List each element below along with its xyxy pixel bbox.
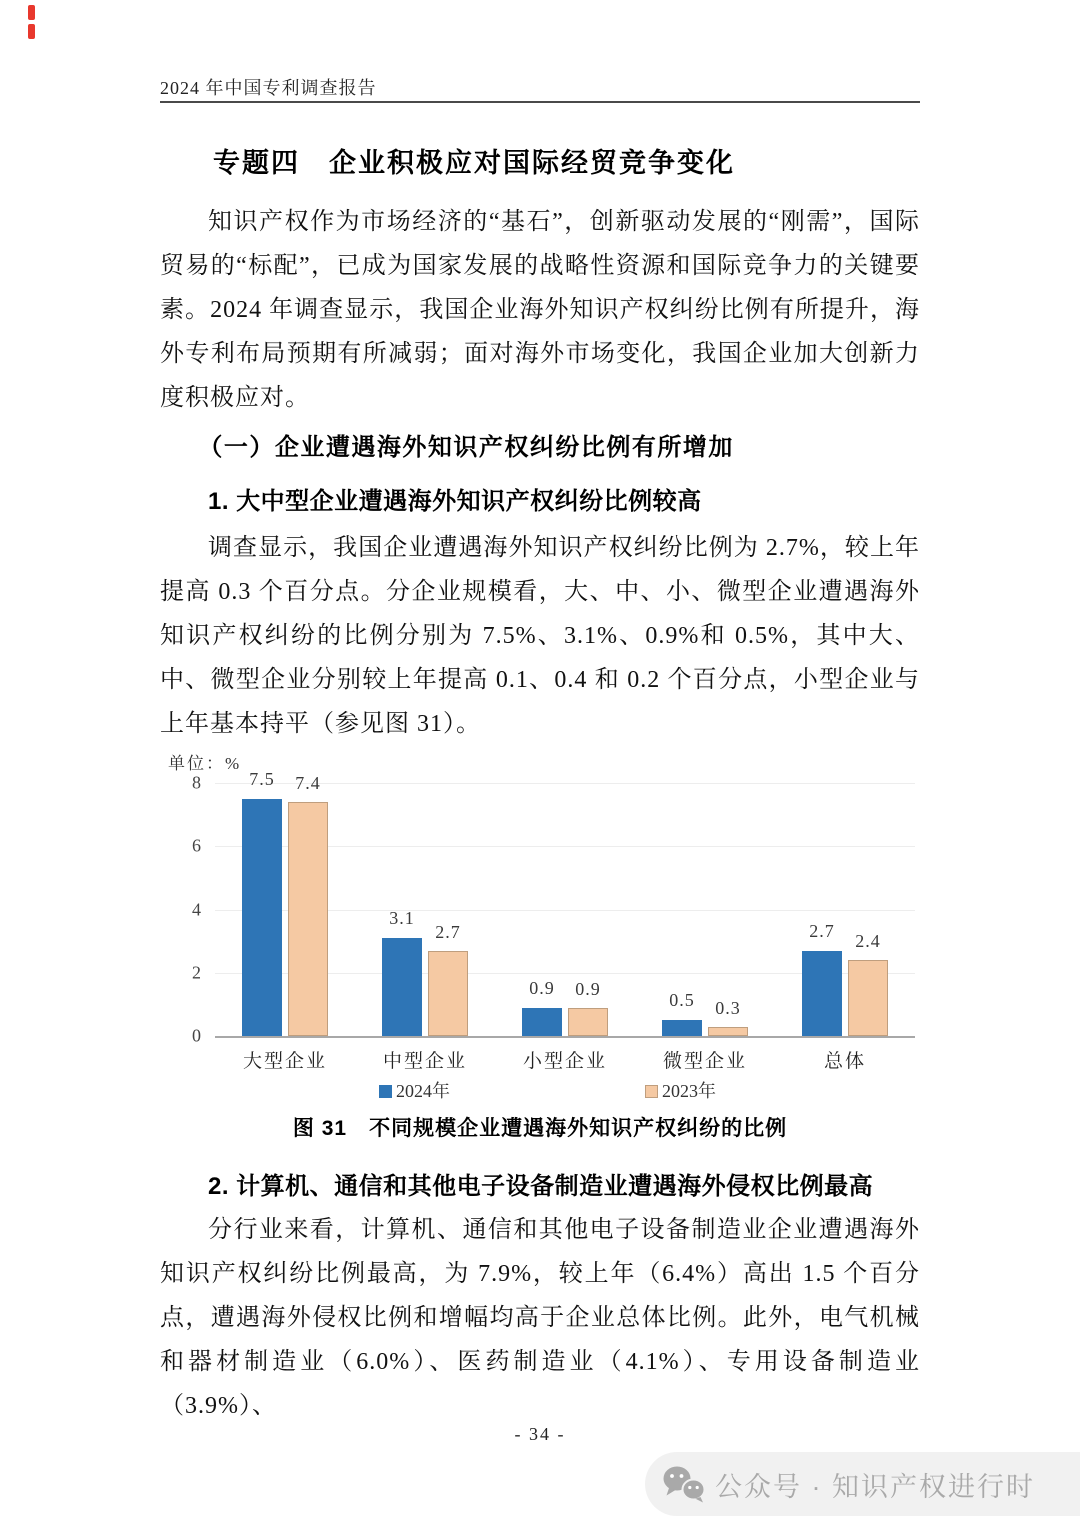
wechat-icon — [661, 1465, 707, 1503]
x-axis-label: 大型企业 — [242, 1051, 327, 1072]
bar-2024年-小型企业 — [522, 977, 562, 1036]
bar-value-label: 0.5 — [669, 990, 695, 1011]
industry-paragraph: 分行业来看，计算机、通信和其他电子设备制造业企业遭遇海外知识产权纠纷比例最高，为 7.9%，较上年（6.4%）高出 1.5 个百分点，遭遇海外侵权比例和增幅均高于企业总体比例。此外，电气机械和器材制造业（6.0%）、医药制造业（4.1%）、专用设备制造业（3.9%）、 — [160, 1217, 920, 1419]
bar-2023年-微型企业 — [708, 997, 748, 1036]
bar-value-label: 7.4 — [295, 772, 321, 793]
bar-value-label: 2.7 — [435, 921, 461, 942]
page-title: 专题四 企业积极应对国际经贸竞争变化 — [213, 148, 735, 178]
bar-2024年-大型企业 — [242, 768, 282, 1036]
subsection-2-heading: 2. 计算机、通信和其他电子设备制造业遭遇海外侵权比例最高 — [208, 1173, 874, 1200]
y-axis-tick: 8 — [192, 772, 201, 793]
x-axis-label: 总体 — [823, 1051, 866, 1072]
red-bookmark-mark — [28, 5, 35, 43]
bar-value-label: 2.4 — [855, 931, 881, 952]
bar-group — [495, 783, 635, 1036]
intro-paragraph: 知识产权作为市场经济的“基石”，创新驱动发展的“刚需”，国际贸易的“标配”，已成为国家发展的战略性资源和国际竞争力的关键要素。2024 年调查显示，我国企业海外知识产权纠纷比例有所提升，海外专利布局预期有所减弱；面对海外市场变化，我国企业加大创新力度积极应对。 — [160, 209, 920, 411]
figure-31-bar-chart — [160, 745, 920, 1105]
bar-value-label: 0.9 — [575, 978, 601, 999]
bar-value-label: 3.1 — [389, 907, 415, 928]
y-axis-tick: 4 — [192, 899, 201, 919]
red-bookmark-segment — [28, 24, 35, 39]
x-axis-label: 中型企业 — [382, 1051, 467, 1072]
header-rule — [160, 101, 920, 103]
bar-group — [215, 768, 355, 1036]
bar-2024年-总体 — [802, 920, 842, 1036]
bar-group — [775, 783, 915, 1036]
y-axis-tick: 6 — [192, 835, 201, 856]
bar-group — [635, 783, 775, 1036]
chart-plot-area — [192, 768, 915, 1046]
bar-2023年-小型企业 — [568, 978, 608, 1036]
bar-2023年-大型企业 — [288, 772, 328, 1036]
x-axis-label: 小型企业 — [522, 1051, 607, 1072]
bar-2024年-微型企业 — [662, 990, 702, 1036]
page-number: - 34 - — [514, 1424, 566, 1444]
subsection-1-heading: 1. 大中型企业遭遇海外知识产权纠纷比例较高 — [208, 488, 702, 515]
bar-group — [355, 783, 495, 1036]
section-1-heading: （一）企业遭遇海外知识产权纠纷比例有所增加 — [198, 435, 734, 461]
bar-2023年-总体 — [848, 931, 888, 1036]
bar-2023年-中型企业 — [428, 921, 468, 1036]
legend-item-2024年: 2024年 — [379, 1077, 450, 1103]
bar-value-label: 0.9 — [529, 977, 555, 998]
legend-swatch — [379, 1085, 392, 1098]
y-axis-tick: 2 — [192, 962, 201, 983]
legend-swatch — [645, 1085, 658, 1098]
figure-caption: 图 31 不同规模企业遭遇海外知识产权纠纷的比例 — [292, 1117, 788, 1140]
legend-item-2023年: 2023年 — [645, 1077, 716, 1103]
running-header: 2024 年中国专利调查报告 — [160, 78, 377, 98]
chart-unit-label: 单位：% — [168, 754, 242, 773]
survey-paragraph: 调查显示，我国企业遭遇海外知识产权纠纷比例为 2.7%，较上年提高 0.3 个百分点。分企业规模看，大、中、小、微型企业遭遇海外知识产权纠纷的比例分别为 7.5%、3.1%、0.9%和 0.5%，其中大、中、微型企业分别较上年提高 0.1、0.4 和 0.2 个百分点，小型企业与上年基本持平（参见图 31）。 — [160, 535, 920, 737]
wechat-account-label: 公众号 · 知识产权进行时 — [715, 1471, 1035, 1502]
red-bookmark-segment — [28, 5, 35, 20]
x-axis-label: 微型企业 — [662, 1051, 747, 1072]
y-axis-tick: 0 — [192, 1025, 201, 1046]
bar-2024年-中型企业 — [382, 907, 422, 1036]
bar-value-label: 7.5 — [249, 768, 275, 789]
wechat-footer-banner — [645, 1452, 1080, 1516]
bar-value-label: 0.3 — [715, 997, 741, 1018]
bar-value-label: 2.7 — [809, 920, 835, 941]
page-content — [160, 0, 920, 1527]
